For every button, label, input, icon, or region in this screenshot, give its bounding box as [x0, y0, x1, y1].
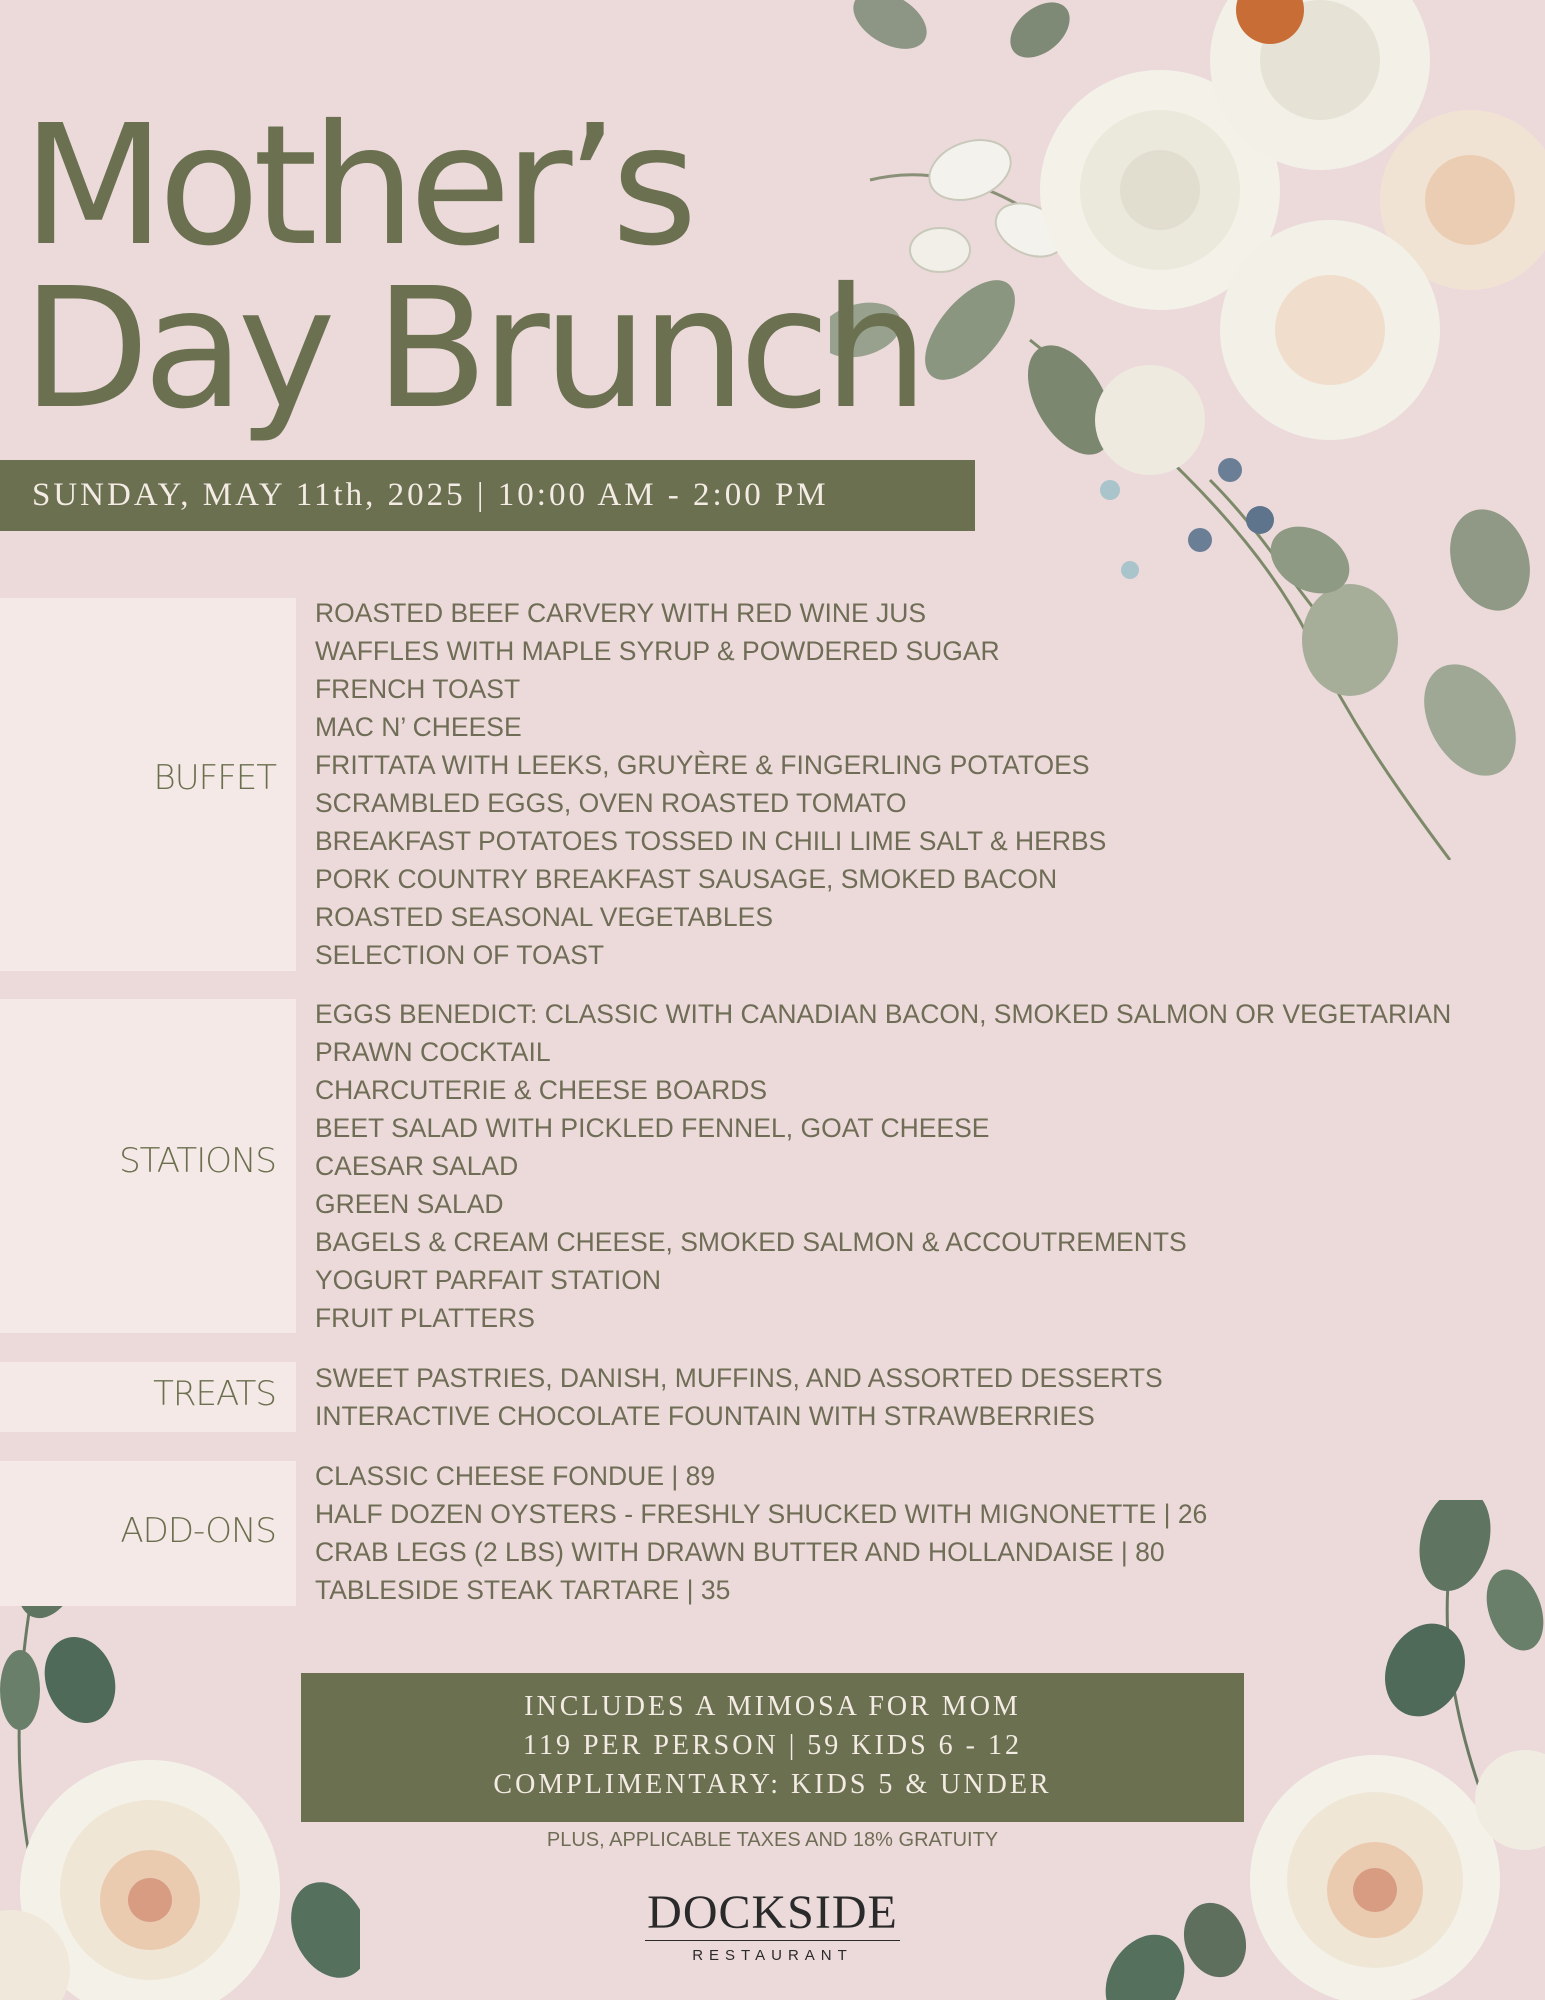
- list-item: FRITTATA WITH LEEKS, GRUYÈRE & FINGERLING POTATOES: [315, 750, 1090, 780]
- page-title: [22, 90, 922, 446]
- list-item: ROASTED BEEF CARVERY WITH RED WINE JUS: [315, 598, 927, 628]
- list-item: CHARCUTERIE & CHEESE BOARDS: [315, 1075, 768, 1105]
- list-item: CRAB LEGS (2 LBS) WITH DRAWN BUTTER AND HOLLANDAISE | 80: [315, 1537, 1165, 1567]
- section-label-add-ons: ADD-ONS: [120, 1511, 276, 1551]
- title-line-1: Mother’s: [22, 90, 691, 283]
- tax-gratuity-note: PLUS, APPLICABLE TAXES AND 18% GRATUITY: [546, 1829, 999, 1851]
- list-item: SELECTION OF TOAST: [315, 940, 605, 970]
- title-line-2: Day Brunch: [22, 253, 922, 446]
- pricing-line-kids: COMPLIMENTARY: KIDS 5 & UNDER: [493, 1769, 1052, 1800]
- list-item: CLASSIC CHEESE FONDUE | 89: [315, 1461, 716, 1491]
- list-item: HALF DOZEN OYSTERS - FRESHLY SHUCKED WITH MIGNONETTE | 26: [315, 1499, 1208, 1529]
- list-item: GREEN SALAD: [315, 1189, 504, 1219]
- buffet-item-list: [315, 594, 1106, 974]
- section-box-stations: [0, 999, 296, 1333]
- list-item: YOGURT PARFAIT STATION: [315, 1265, 662, 1295]
- list-item: EGGS BENEDICT: CLASSIC WITH CANADIAN BACON, SMOKED SALMON OR VEGETARIAN: [315, 999, 1452, 1029]
- list-item: MAC N’ CHEESE: [315, 712, 522, 742]
- pricing-line-mimosa: INCLUDES A MIMOSA FOR MOM: [524, 1691, 1021, 1722]
- treats-item-list: [315, 1359, 1163, 1435]
- list-item: PRAWN COCKTAIL: [315, 1037, 551, 1067]
- section-label-stations: STATIONS: [119, 1141, 276, 1181]
- list-item: PORK COUNTRY BREAKFAST SAUSAGE, SMOKED BACON: [315, 864, 1058, 894]
- list-item: CAESAR SALAD: [315, 1151, 519, 1181]
- section-box-treats: [0, 1362, 296, 1432]
- pricing-banner: [301, 1673, 1244, 1822]
- list-item: ROASTED SEASONAL VEGETABLES: [315, 902, 774, 932]
- list-item: TABLESIDE STEAK TARTARE | 35: [315, 1575, 731, 1605]
- list-item: WAFFLES WITH MAPLE SYRUP & POWDERED SUGAR: [315, 636, 1000, 666]
- list-item: FRENCH TOAST: [315, 674, 521, 704]
- add-ons-item-list: [315, 1457, 1207, 1609]
- section-box-buffet: [0, 598, 296, 971]
- list-item: INTERACTIVE CHOCOLATE FOUNTAIN WITH STRAWBERRIES: [315, 1401, 1095, 1431]
- list-item: BAGELS & CREAM CHEESE, SMOKED SALMON & ACCOUTREMENTS: [315, 1227, 1187, 1257]
- list-item: SCRAMBLED EGGS, OVEN ROASTED TOMATO: [315, 788, 907, 818]
- logo-subtitle: RESTAURANT: [692, 1947, 853, 1964]
- list-item: FRUIT PLATTERS: [315, 1303, 535, 1333]
- date-time-banner: SUNDAY, MAY 11th, 2025 | 10:00 AM - 2:00 PM: [0, 460, 975, 531]
- restaurant-logo: [0, 1888, 1545, 1964]
- pricing-line-price: 119 PER PERSON | 59 KIDS 6 - 12: [523, 1730, 1022, 1761]
- section-box-add-ons: [0, 1461, 296, 1606]
- section-label-buffet: BUFFET: [153, 758, 276, 798]
- logo-name: DOCKSIDE: [647, 1886, 898, 1939]
- stations-item-list: [315, 995, 1451, 1337]
- list-item: BREAKFAST POTATOES TOSSED IN CHILI LIME SALT & HERBS: [315, 826, 1107, 856]
- list-item: SWEET PASTRIES, DANISH, MUFFINS, AND ASSORTED DESSERTS: [315, 1363, 1163, 1393]
- section-label-treats: TREATS: [153, 1374, 276, 1414]
- list-item: BEET SALAD WITH PICKLED FENNEL, GOAT CHEESE: [315, 1113, 990, 1143]
